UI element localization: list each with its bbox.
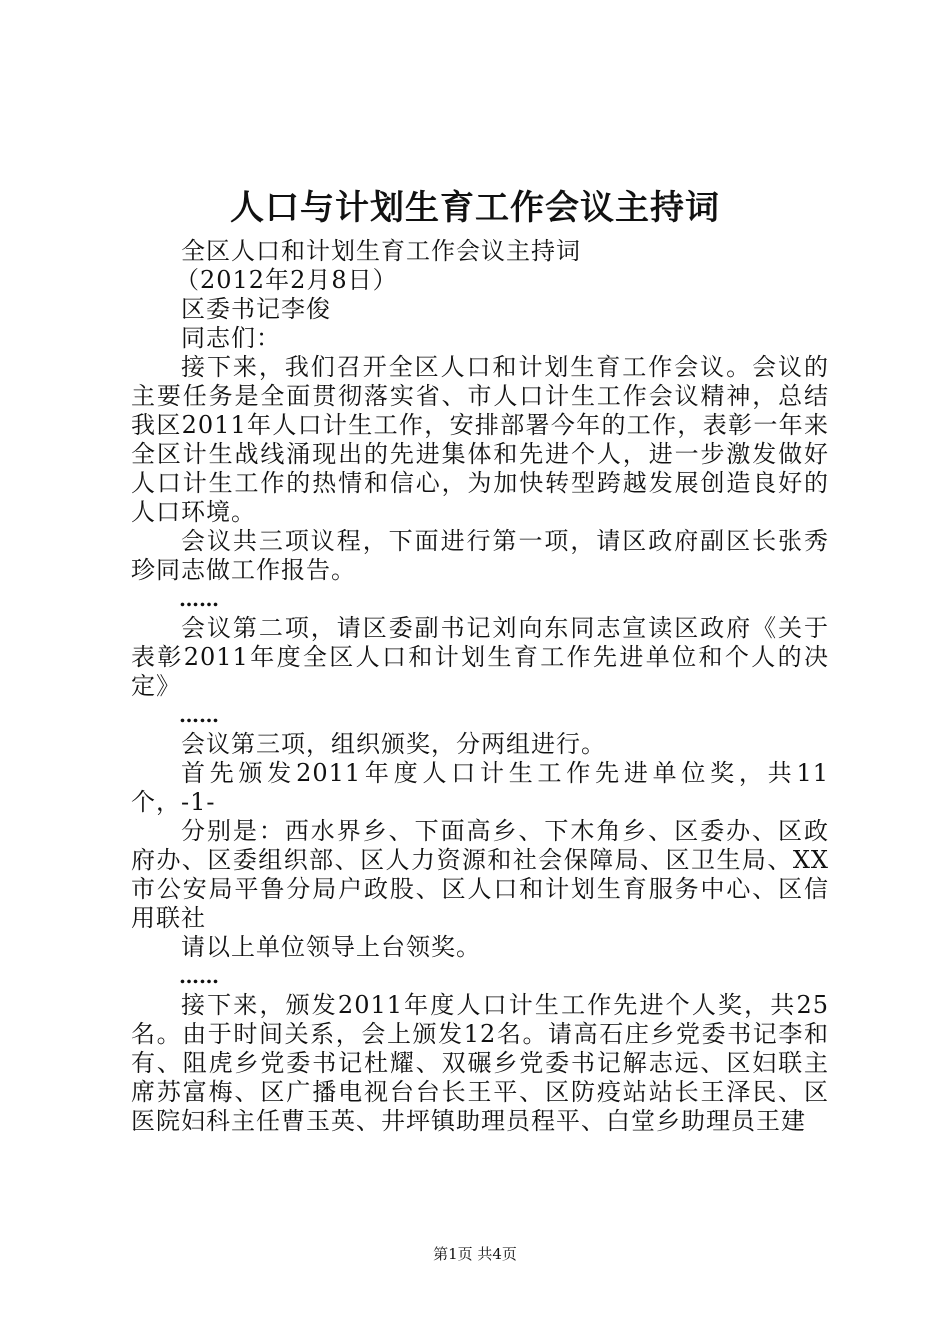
paragraph-intro: 接下来，我们召开全区人口和计划生育工作会议。会议的主要任务是全面贯彻落实省、市人口计生工作会议精神，总结我区2011年人口计生工作，安排部署今年的工作，表彰一年来全区计生战线涌现出的先进集体和先进个人，进一步激发做好人口计生工作的热情和信心，为加快转型跨越发展创造良好的人口环境。 xyxy=(131,353,829,526)
paragraph-invite: 请以上单位领导上台领奖。 xyxy=(181,933,481,961)
ellipsis-1: …… xyxy=(179,587,219,611)
paragraph-individuals: 接下来，颁发2011年度人口计生工作先进个人奖，共25名。由于时间关系，会上颁发12名。请高石庄乡党委书记李和有、阻虎乡党委书记杜耀、双碾乡党委书记解志远、区妇联主席苏富梅、区广播电视台台长王平、区防疫站站长王泽民、区医院妇科主任曹玉英、井坪镇助理员程平、白堂乡助理员王建 xyxy=(131,991,829,1135)
greeting-line: 同志们： xyxy=(181,324,281,352)
paragraph-units: 首先颁发2011年度人口计生工作先进单位奖，共11个，-1- xyxy=(131,759,829,816)
speaker-line: 区委书记李俊 xyxy=(181,295,331,323)
ellipsis-2: …… xyxy=(179,703,219,727)
page-footer: 第1页 共4页 xyxy=(433,1245,517,1263)
paragraph-unit-list: 分别是：西水界乡、下面高乡、下木角乡、区委办、区政府办、区委组织部、区人力资源和社会保障局、区卫生局、XX市公安局平鲁分局户政股、区人口和计划生育服务中心、区信用联社 xyxy=(131,817,829,932)
date-line: （2012年2月8日） xyxy=(175,266,398,294)
ellipsis-3: …… xyxy=(179,964,219,988)
paragraph-agenda: 会议共三项议程，下面进行第一项，请区政府副区长张秀珍同志做工作报告。 xyxy=(131,527,829,584)
subtitle: 全区人口和计划生育工作会议主持词 xyxy=(181,237,581,265)
paragraph-item-3: 会议第三项，组织颁奖，分两组进行。 xyxy=(181,730,606,758)
paragraph-item-2: 会议第二项，请区委副书记刘向东同志宣读区政府《关于表彰2011年度全区人口和计划生育工作先进单位和个人的决定》 xyxy=(131,614,829,700)
document-body xyxy=(131,237,829,1136)
document-title: 人口与计划生育工作会议主持词 xyxy=(230,188,720,228)
